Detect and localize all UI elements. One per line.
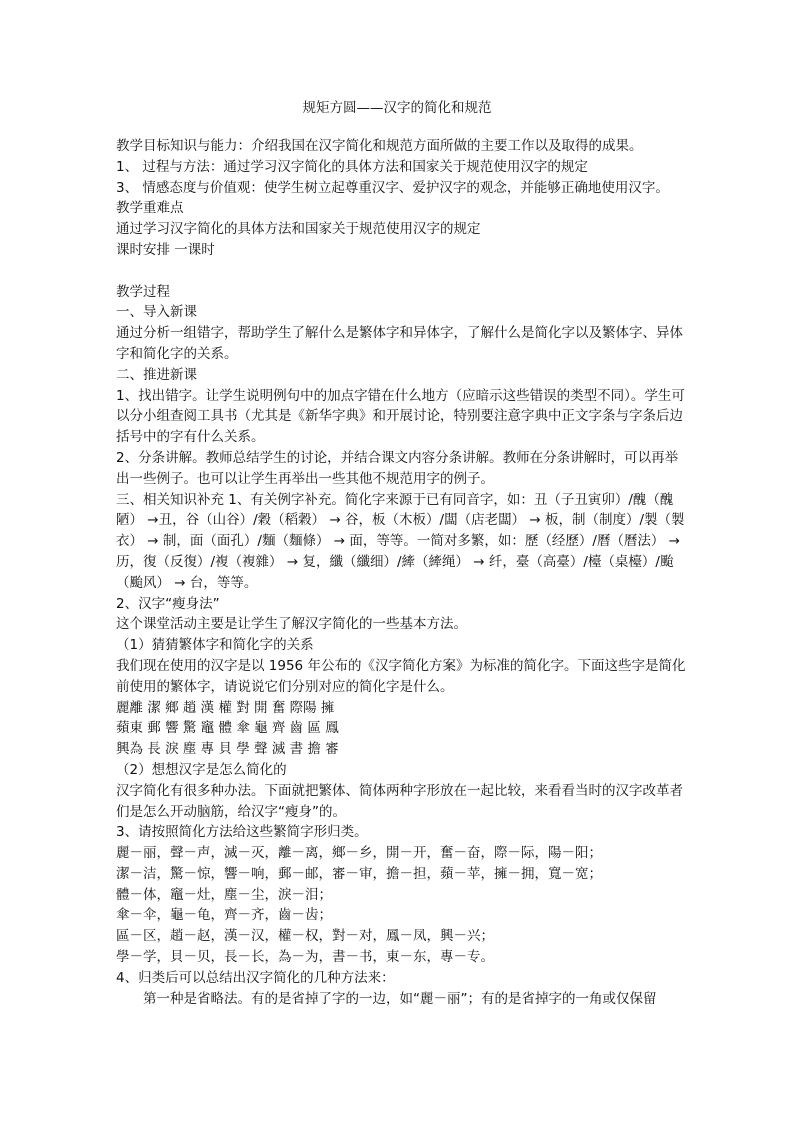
paragraph: 我们现在使用的汉字是以 1956 年公布的《汉字简化方案》为标准的简化字。下面这些字是简化前使用的繁体字，请说说它们分别对应的简化字是什么。 (116, 657, 686, 695)
section-heading: 教学重难点 (116, 200, 184, 217)
section-heading: 教学过程 (116, 283, 170, 300)
section-heading: 一、导入新课 (116, 304, 197, 321)
paragraph: 课时安排 一课时 (116, 241, 215, 258)
character-pair-row: 區－区，趙－赵，漢－汉，權－权，對－对，鳳－凤，興－兴； (116, 928, 494, 945)
character-row: 麗離 潔 鄉 趙 漢 權 對 開 奮 際陽 擁 (116, 699, 335, 716)
page-title: 规矩方圆——汉字的简化和规范 (302, 100, 492, 116)
paragraph: 通过学习汉字简化的具体方法和国家关于规范使用汉字的规定 (116, 221, 481, 238)
paragraph: 这个课堂活动主要是让学生了解汉字简化的一些基本方法。 (116, 616, 467, 633)
paragraph: 通过分析一组错字，帮助学生了解什么是繁体字和异体字，了解什么是简化字以及繁体字、异体字和简化字的关系。 (116, 325, 683, 362)
document-body (116, 136, 686, 1009)
paragraph: 三、相关知识补充 1、有关例字补充。简化字来源于已有同音字，如：丑（子丑寅卯）/醜（醜陋） →丑，谷（山谷）/穀（稻穀） → 谷，板（木板）/闆（店老闆） → 板，制（制度）/製（製衣） → 制，面（面孔）/麵（麵條） → 面，等等。一简对多繁，如：歷（经歷）/曆（曆法） → 历，復（反復）/複（複雜） → 复，纖（纖细）/縴（縴绳） → 纤，臺（高臺）/檯（桌檯）/颱（颱风） → 台，等等。 (116, 491, 685, 591)
paragraph: 3、 情感态度与价值观：使学生树立起尊重汉字、爱护汉字的观念，并能够正确地使用汉字。 (116, 179, 669, 196)
paragraph: 1、 过程与方法：通过学习汉字简化的具体方法和国家关于规范使用汉字的规定 (116, 158, 588, 175)
paragraph: 1、找出错字。让学生说明例句中的加点字错在什么地方（应暗示这些错误的类型不同）。学生可以分小组查阅工具书（尤其是《新华字典》和开展讨论，特别要注意字典中正文字条与字条后边括号中的字有什么关系。 (116, 387, 685, 446)
character-pair-row: 傘－伞，龜－龟，齊－齐，齒－齿； (116, 907, 332, 924)
paragraph: 教学目标知识与能力：介绍我国在汉字简化和规范方面所做的主要工作以及取得的成果。 (116, 138, 643, 154)
section-heading: 4、归类后可以总结出汉字简化的几种方法来： (116, 969, 395, 986)
character-pair-row: 麗－丽，聲－声，滅－灭，離－离，鄉－乡，開－开，奮－奋，際－际，陽－阳； (116, 845, 602, 862)
character-pair-row: 學－学，貝－贝，長－长，為－为，書－书，東－东，專－专。 (116, 949, 494, 966)
section-heading: （2）想想汉字是怎么简化的 (116, 761, 287, 778)
blank-line (116, 261, 686, 282)
paragraph: 汉字简化有很多种办法。下面就把繁体、简体两种字形放在一起比较，来看看当时的汉字改革者们是怎么开动脑筋，给汉字“瘦身”的。 (116, 782, 683, 820)
section-heading: （1）猜猜繁体字和简化字的关系 (116, 637, 314, 654)
paragraph: 第一种是省略法。有的是省掉了字的一边，如“麗－丽”；有的是省掉字的一角或仅保留 (143, 990, 657, 1007)
section-heading: 3、请按照简化方法给这些繁简字形归类。 (116, 824, 368, 841)
character-pair-row: 體－体，竈－灶，塵－尘，淚－泪； (116, 886, 332, 903)
character-pair-row: 潔－洁，驚－惊，響－响，郵－邮，審－审，擔－担，蘋－苹，擁－拥，寬－宽； (116, 865, 602, 882)
character-row: 興為 長 淚 塵 專 貝 學 聲 滅 書 擔 審 (116, 741, 339, 758)
section-heading: 2、汉字“瘦身法” (116, 595, 220, 612)
section-heading: 二、推进新课 (116, 366, 197, 383)
paragraph: 2、分条讲解。教师总结学生的讨论，并结合课文内容分条讲解。教师在分条讲解时，可以再举出一些例子。也可以让学生再举出一些其他不规范用字的例子。 (116, 449, 679, 487)
character-row: 蘋東 郵 響 驚 竈 體 傘 龜 齊 齒 區 鳳 (116, 720, 339, 737)
